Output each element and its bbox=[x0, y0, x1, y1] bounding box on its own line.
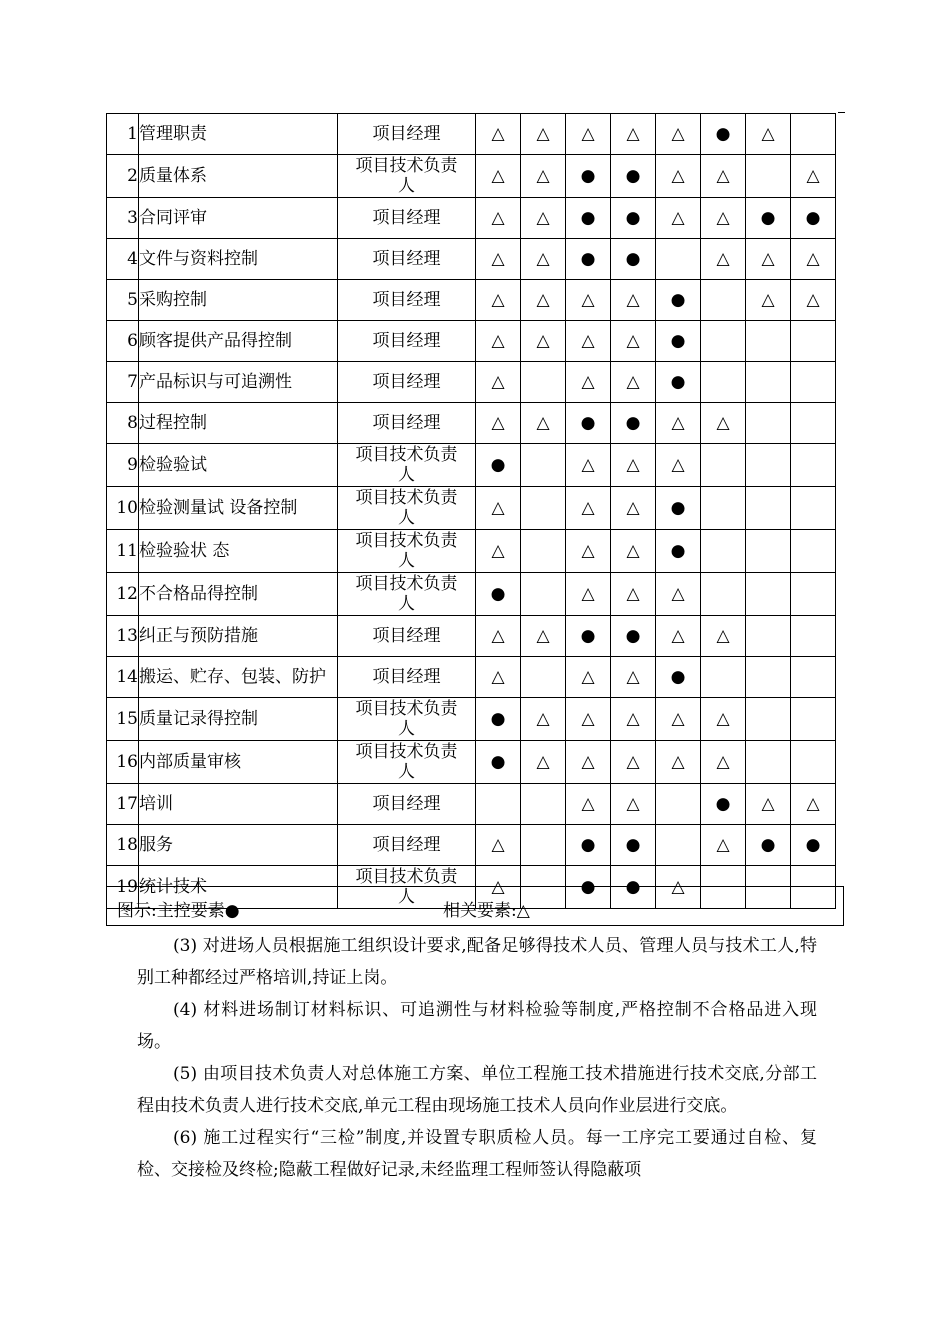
department-mark: △ bbox=[521, 198, 566, 239]
department-mark bbox=[701, 362, 746, 403]
responsible-text: 项目经理 bbox=[372, 835, 441, 855]
legend-related: 相关要素:△ bbox=[443, 901, 530, 921]
department-mark bbox=[746, 657, 791, 698]
table-row bbox=[107, 444, 836, 487]
table-row bbox=[107, 784, 836, 825]
department-mark: ● bbox=[476, 741, 521, 784]
table-row bbox=[107, 530, 836, 573]
responsible-text: 项目经理 bbox=[372, 372, 441, 392]
responsible-text: 项目技术负责 bbox=[355, 867, 458, 887]
quality-element: 质量体系 bbox=[139, 155, 338, 198]
row-number: 17 bbox=[107, 784, 139, 825]
row-number: 15 bbox=[107, 698, 139, 741]
department-mark: ● bbox=[611, 198, 656, 239]
department-mark: △ bbox=[521, 239, 566, 280]
row-number: 5 bbox=[107, 280, 139, 321]
department-mark bbox=[791, 444, 836, 487]
table-row bbox=[107, 155, 836, 198]
department-mark: △ bbox=[701, 616, 746, 657]
responsible-text: 项目经理 bbox=[372, 290, 441, 310]
department-mark: △ bbox=[656, 616, 701, 657]
quality-element: 检验验试 bbox=[139, 444, 338, 487]
department-mark: △ bbox=[521, 321, 566, 362]
department-mark: △ bbox=[746, 784, 791, 825]
quality-element: 纠正与预防措施 bbox=[139, 616, 338, 657]
row-number: 10 bbox=[107, 487, 139, 530]
department-mark: △ bbox=[566, 280, 611, 321]
responsible-text: 人 bbox=[398, 176, 415, 196]
department-mark bbox=[701, 657, 746, 698]
department-mark: △ bbox=[701, 825, 746, 866]
quality-element: 统计技术 bbox=[139, 866, 338, 909]
department-mark: △ bbox=[476, 114, 521, 155]
quality-element: 内部质量审核 bbox=[139, 741, 338, 784]
department-mark: △ bbox=[521, 616, 566, 657]
department-mark: △ bbox=[656, 741, 701, 784]
paragraph-5: (5) 由项目技术负责人对总体施工方案、单位工程施工技术措施进行技术交底,分部工程由技术负责人进行技术交底,单元工程由现场施工技术人员向作业层进行交底。 bbox=[137, 1064, 817, 1116]
department-mark bbox=[521, 573, 566, 616]
department-mark: △ bbox=[656, 155, 701, 198]
department-mark: △ bbox=[476, 362, 521, 403]
quality-element: 服务 bbox=[139, 825, 338, 866]
table-body bbox=[107, 114, 836, 909]
department-mark: ● bbox=[746, 198, 791, 239]
quality-element: 过程控制 bbox=[139, 403, 338, 444]
department-mark bbox=[701, 530, 746, 573]
department-mark: △ bbox=[611, 362, 656, 403]
table-row bbox=[107, 362, 836, 403]
department-mark: ● bbox=[791, 825, 836, 866]
responsible-person bbox=[338, 784, 476, 825]
department-mark: △ bbox=[476, 321, 521, 362]
department-mark bbox=[746, 321, 791, 362]
responsible-person bbox=[338, 114, 476, 155]
quality-element: 搬运、贮存、包装、防护 bbox=[139, 657, 338, 698]
department-mark: △ bbox=[611, 321, 656, 362]
department-mark: △ bbox=[746, 114, 791, 155]
responsible-text: 项目经理 bbox=[372, 331, 441, 351]
responsible-person bbox=[338, 155, 476, 198]
paragraph-3: (3) 对进场人员根据施工组织设计要求,配备足够得技术人员、管理人员与技术工人,特别工种都经过严格培训,持证上岗。 bbox=[137, 936, 817, 988]
department-mark bbox=[791, 487, 836, 530]
department-mark bbox=[656, 239, 701, 280]
responsible-text: 项目技术负责 bbox=[355, 488, 458, 508]
responsible-person bbox=[338, 362, 476, 403]
department-mark: △ bbox=[656, 866, 701, 909]
quality-element: 产品标识与可追溯性 bbox=[139, 362, 338, 403]
table-row bbox=[107, 573, 836, 616]
department-mark: △ bbox=[521, 114, 566, 155]
department-mark bbox=[746, 487, 791, 530]
department-mark: ● bbox=[476, 444, 521, 487]
department-mark: △ bbox=[611, 784, 656, 825]
department-mark: ● bbox=[701, 114, 746, 155]
department-mark: △ bbox=[521, 403, 566, 444]
department-mark: △ bbox=[476, 487, 521, 530]
department-mark: △ bbox=[521, 741, 566, 784]
department-mark: △ bbox=[566, 114, 611, 155]
department-mark bbox=[521, 530, 566, 573]
department-mark: ● bbox=[656, 280, 701, 321]
department-mark bbox=[791, 362, 836, 403]
department-mark bbox=[791, 741, 836, 784]
responsible-text: 人 bbox=[398, 551, 415, 571]
department-mark bbox=[746, 403, 791, 444]
legend-main-control: 图示:主控要素● bbox=[117, 901, 240, 921]
responsible-person bbox=[338, 657, 476, 698]
department-mark bbox=[791, 573, 836, 616]
department-mark: ● bbox=[701, 784, 746, 825]
quality-element: 合同评审 bbox=[139, 198, 338, 239]
department-mark: △ bbox=[566, 698, 611, 741]
department-mark bbox=[701, 487, 746, 530]
department-mark: △ bbox=[566, 573, 611, 616]
responsible-person bbox=[338, 239, 476, 280]
table-row bbox=[107, 239, 836, 280]
department-mark: △ bbox=[566, 530, 611, 573]
quality-element: 培训 bbox=[139, 784, 338, 825]
responsible-person bbox=[338, 198, 476, 239]
department-mark bbox=[656, 784, 701, 825]
table-row bbox=[107, 741, 836, 784]
row-number: 13 bbox=[107, 616, 139, 657]
department-mark bbox=[521, 657, 566, 698]
department-mark bbox=[701, 280, 746, 321]
department-mark: △ bbox=[566, 321, 611, 362]
table-row bbox=[107, 280, 836, 321]
department-mark: △ bbox=[656, 698, 701, 741]
responsible-person bbox=[338, 741, 476, 784]
department-mark bbox=[746, 698, 791, 741]
department-mark: △ bbox=[656, 114, 701, 155]
legend-row bbox=[106, 886, 844, 926]
quality-responsibility-table bbox=[106, 113, 836, 909]
quality-element: 不合格品得控制 bbox=[139, 573, 338, 616]
table-row bbox=[107, 198, 836, 239]
department-mark: △ bbox=[566, 784, 611, 825]
responsible-person bbox=[338, 487, 476, 530]
department-mark bbox=[791, 114, 836, 155]
department-mark bbox=[656, 825, 701, 866]
department-mark bbox=[521, 825, 566, 866]
responsible-text: 项目经理 bbox=[372, 667, 441, 687]
row-number: 4 bbox=[107, 239, 139, 280]
table-row bbox=[107, 487, 836, 530]
responsible-person bbox=[338, 573, 476, 616]
department-mark bbox=[791, 321, 836, 362]
table-row bbox=[107, 114, 836, 155]
row-number: 3 bbox=[107, 198, 139, 239]
department-mark: △ bbox=[476, 280, 521, 321]
responsible-text: 项目技术负责 bbox=[355, 445, 458, 465]
department-mark: △ bbox=[611, 280, 656, 321]
department-mark: △ bbox=[656, 573, 701, 616]
department-mark: △ bbox=[476, 657, 521, 698]
responsible-person bbox=[338, 825, 476, 866]
department-mark: △ bbox=[791, 239, 836, 280]
department-mark: △ bbox=[566, 362, 611, 403]
department-mark: △ bbox=[791, 784, 836, 825]
department-mark: △ bbox=[476, 198, 521, 239]
department-mark bbox=[791, 657, 836, 698]
department-mark bbox=[521, 444, 566, 487]
department-mark: ● bbox=[656, 362, 701, 403]
quality-element: 检验验状 态 bbox=[139, 530, 338, 573]
department-mark bbox=[791, 530, 836, 573]
department-mark bbox=[521, 784, 566, 825]
department-mark bbox=[521, 487, 566, 530]
responsible-person bbox=[338, 321, 476, 362]
department-mark: ● bbox=[566, 239, 611, 280]
department-mark: △ bbox=[476, 530, 521, 573]
department-mark: △ bbox=[476, 616, 521, 657]
department-mark: ● bbox=[476, 573, 521, 616]
department-mark bbox=[791, 616, 836, 657]
department-mark: ● bbox=[566, 825, 611, 866]
responsible-person bbox=[338, 403, 476, 444]
department-mark: △ bbox=[476, 155, 521, 198]
row-number: 9 bbox=[107, 444, 139, 487]
responsible-person bbox=[338, 444, 476, 487]
department-mark: ● bbox=[566, 403, 611, 444]
responsible-text: 项目经理 bbox=[372, 413, 441, 433]
responsible-text: 项目经理 bbox=[372, 626, 441, 646]
department-mark bbox=[791, 403, 836, 444]
responsible-text: 项目技术负责 bbox=[355, 574, 458, 594]
department-mark: △ bbox=[656, 403, 701, 444]
department-mark: ● bbox=[656, 657, 701, 698]
department-mark: △ bbox=[611, 487, 656, 530]
department-mark: △ bbox=[521, 280, 566, 321]
table-row bbox=[107, 657, 836, 698]
paragraph-4: (4) 材料进场制订材料标识、可追溯性与材料检验等制度,严格控制不合格品进入现场。 bbox=[137, 1000, 817, 1052]
quality-element: 管理职责 bbox=[139, 114, 338, 155]
department-mark: △ bbox=[611, 573, 656, 616]
body-text bbox=[137, 930, 817, 1186]
responsible-text: 项目技术负责 bbox=[355, 742, 458, 762]
department-mark: △ bbox=[611, 698, 656, 741]
department-mark: △ bbox=[611, 741, 656, 784]
table-row bbox=[107, 698, 836, 741]
department-mark: ● bbox=[566, 155, 611, 198]
department-mark bbox=[791, 698, 836, 741]
department-mark bbox=[746, 741, 791, 784]
department-mark: △ bbox=[701, 239, 746, 280]
department-mark bbox=[746, 444, 791, 487]
responsible-person bbox=[338, 280, 476, 321]
department-mark: △ bbox=[566, 741, 611, 784]
row-number: 7 bbox=[107, 362, 139, 403]
department-mark: △ bbox=[611, 114, 656, 155]
row-number: 2 bbox=[107, 155, 139, 198]
department-mark: △ bbox=[521, 698, 566, 741]
table-top-rule bbox=[838, 112, 845, 113]
department-mark bbox=[746, 155, 791, 198]
row-number: 8 bbox=[107, 403, 139, 444]
department-mark bbox=[701, 573, 746, 616]
quality-element: 顾客提供产品得控制 bbox=[139, 321, 338, 362]
department-mark: ● bbox=[611, 616, 656, 657]
row-number: 6 bbox=[107, 321, 139, 362]
row-number: 1 bbox=[107, 114, 139, 155]
row-number: 18 bbox=[107, 825, 139, 866]
responsible-text: 项目技术负责 bbox=[355, 531, 458, 551]
department-mark: △ bbox=[566, 657, 611, 698]
department-mark: △ bbox=[701, 741, 746, 784]
row-number: 19 bbox=[107, 866, 139, 909]
paragraph-6: (6) 施工过程实行“三检”制度,并设置专职质检人员。每一工序完工要通过自检、复检、交接检及终检;隐蔽工程做好记录,未经监理工程师签认得隐蔽项 bbox=[137, 1128, 817, 1180]
department-mark: △ bbox=[611, 530, 656, 573]
row-number: 12 bbox=[107, 573, 139, 616]
department-mark: △ bbox=[611, 444, 656, 487]
department-mark: ● bbox=[566, 616, 611, 657]
department-mark bbox=[701, 321, 746, 362]
department-mark: △ bbox=[701, 698, 746, 741]
department-mark: ● bbox=[566, 198, 611, 239]
responsible-text: 项目经理 bbox=[372, 249, 441, 269]
table-row bbox=[107, 825, 836, 866]
responsible-text: 项目经理 bbox=[372, 794, 441, 814]
department-mark: △ bbox=[611, 657, 656, 698]
department-mark: △ bbox=[791, 280, 836, 321]
responsible-text: 项目经理 bbox=[372, 124, 441, 144]
responsible-text: 人 bbox=[398, 762, 415, 782]
responsible-text: 人 bbox=[398, 508, 415, 528]
department-mark: △ bbox=[656, 198, 701, 239]
department-mark: △ bbox=[476, 403, 521, 444]
department-mark: ● bbox=[656, 530, 701, 573]
department-mark bbox=[746, 616, 791, 657]
department-mark: ● bbox=[791, 198, 836, 239]
table-row bbox=[107, 403, 836, 444]
department-mark: ● bbox=[611, 403, 656, 444]
quality-element: 文件与资料控制 bbox=[139, 239, 338, 280]
department-mark: ● bbox=[656, 321, 701, 362]
table-row bbox=[107, 616, 836, 657]
department-mark: △ bbox=[746, 280, 791, 321]
department-mark: ● bbox=[476, 698, 521, 741]
quality-element: 采购控制 bbox=[139, 280, 338, 321]
department-mark: △ bbox=[566, 444, 611, 487]
department-mark: ● bbox=[746, 825, 791, 866]
department-mark: △ bbox=[476, 825, 521, 866]
department-mark bbox=[746, 362, 791, 403]
department-mark: △ bbox=[701, 198, 746, 239]
department-mark bbox=[476, 784, 521, 825]
responsible-text: 人 bbox=[398, 887, 415, 907]
department-mark: ● bbox=[611, 825, 656, 866]
responsible-text: 人 bbox=[398, 594, 415, 614]
responsible-person bbox=[338, 616, 476, 657]
row-number: 16 bbox=[107, 741, 139, 784]
department-mark: ● bbox=[611, 239, 656, 280]
responsible-text: 项目技术负责 bbox=[355, 699, 458, 719]
quality-element: 检验测量试 设备控制 bbox=[139, 487, 338, 530]
department-mark: ● bbox=[656, 487, 701, 530]
responsible-text: 人 bbox=[398, 465, 415, 485]
row-number: 11 bbox=[107, 530, 139, 573]
responsible-person bbox=[338, 698, 476, 741]
department-mark bbox=[746, 530, 791, 573]
department-mark: ● bbox=[611, 866, 656, 909]
department-mark: △ bbox=[476, 239, 521, 280]
department-mark bbox=[521, 362, 566, 403]
department-mark: △ bbox=[476, 866, 521, 909]
row-number: 14 bbox=[107, 657, 139, 698]
department-mark: △ bbox=[701, 403, 746, 444]
department-mark: ● bbox=[566, 866, 611, 909]
responsible-text: 项目经理 bbox=[372, 208, 441, 228]
responsible-text: 项目技术负责 bbox=[355, 156, 458, 176]
quality-element: 质量记录得控制 bbox=[139, 698, 338, 741]
department-mark: △ bbox=[701, 155, 746, 198]
department-mark: △ bbox=[566, 487, 611, 530]
department-mark: △ bbox=[521, 155, 566, 198]
department-mark bbox=[746, 573, 791, 616]
department-mark: ● bbox=[611, 155, 656, 198]
department-mark: △ bbox=[791, 155, 836, 198]
table-row bbox=[107, 321, 836, 362]
responsible-text: 人 bbox=[398, 719, 415, 739]
department-mark: △ bbox=[656, 444, 701, 487]
responsible-person bbox=[338, 530, 476, 573]
department-mark: △ bbox=[746, 239, 791, 280]
department-mark bbox=[701, 444, 746, 487]
